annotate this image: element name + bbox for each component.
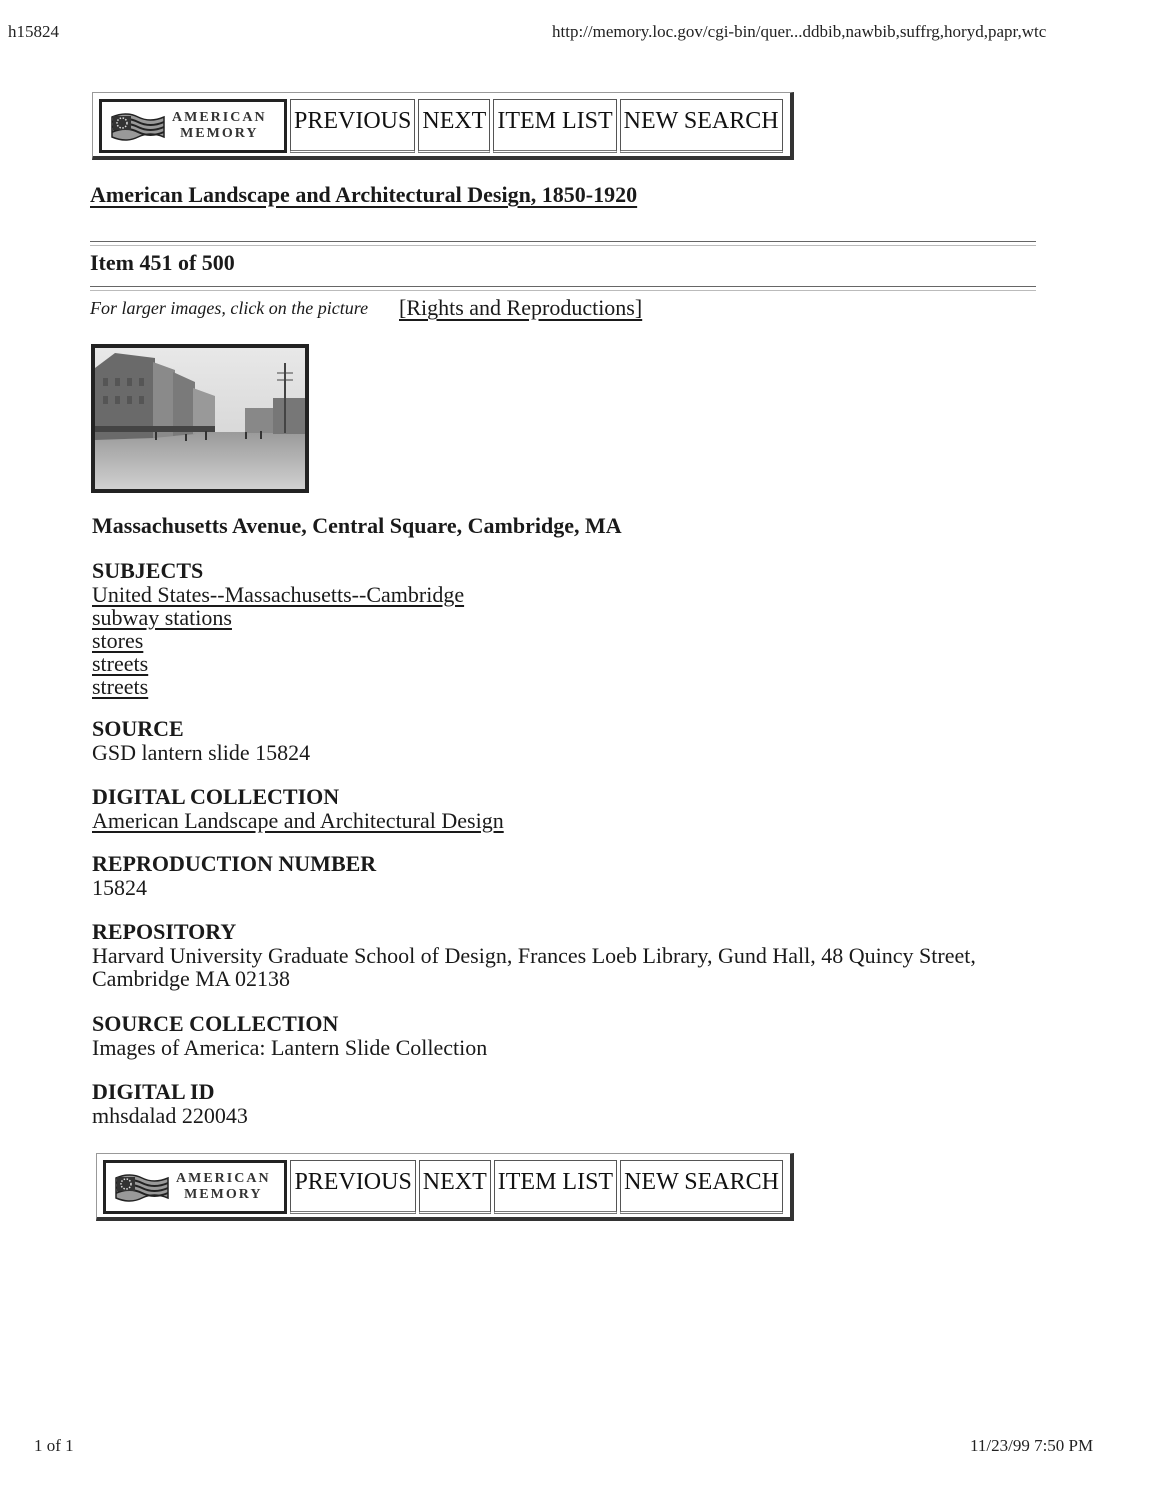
source-collection-value: Images of America: Lantern Slide Collection [92,1035,488,1060]
digital-collection-link[interactable]: American Landscape and Architectural Design [92,808,504,833]
top-nav-bar [92,92,794,160]
repository-label: REPOSITORY [92,919,237,944]
previous-button[interactable]: PREVIOUS [290,99,415,153]
repository-line2: Cambridge MA 02138 [92,966,290,991]
next-button[interactable]: NEXT [418,99,490,153]
subject-link[interactable]: United States--Massachusetts--Cambridge [92,582,465,607]
new-search-button[interactable]: NEW SEARCH [620,99,783,153]
previous-button[interactable]: PREVIOUS [290,1160,415,1214]
american-memory-logo[interactable] [103,1160,287,1214]
item-count: Item 451 of 500 [90,250,235,275]
photo-caption: Massachusetts Avenue, Central Square, Cambridge, MA [92,513,622,538]
page-url: http://memory.loc.gov/cgi-bin/quer...ddbib,nawbib,suffrg,horyd,papr,wtc [552,22,1047,41]
flag-icon [110,111,166,141]
page-count: 1 of 1 [34,1436,74,1455]
larger-images-hint: For larger images, click on the picture [90,298,369,318]
subject-link[interactable]: streets [92,674,149,699]
source-collection-label: SOURCE COLLECTION [92,1011,339,1036]
american-memory-logo[interactable] [99,99,287,153]
item-list-button[interactable]: ITEM LIST [494,1160,617,1214]
subject-link[interactable]: streets [92,651,149,676]
digital-id-value: mhsdalad 220043 [92,1103,248,1128]
flag-icon [114,1172,170,1202]
bottom-nav-bar [96,1153,794,1221]
digital-id-section [92,1080,248,1127]
print-timestamp: 11/23/99 7:50 PM [970,1436,1094,1455]
divider-bottom [90,286,1036,291]
source-collection-section [92,1012,487,1059]
new-search-button[interactable]: NEW SEARCH [620,1160,783,1214]
reproduction-number-section [92,852,376,899]
subject-link[interactable]: stores [92,628,144,653]
source-section [92,717,310,764]
logo-text-line1: AMERICAN [172,110,267,125]
source-value: GSD lantern slide 15824 [92,740,311,765]
digital-collection-label: DIGITAL COLLECTION [92,784,340,809]
page-id: h15824 [8,22,59,41]
logo-text-line2: MEMORY [180,126,259,141]
reproduction-number-label: REPRODUCTION NUMBER [92,851,377,876]
collection-title-link[interactable]: American Landscape and Architectural Design, 1850-1920 [90,182,638,207]
next-button[interactable]: NEXT [419,1160,491,1214]
rights-reproductions-link[interactable]: [Rights and Reproductions] [399,295,643,320]
logo-text-line2: MEMORY [184,1187,263,1202]
source-label: SOURCE [92,716,184,741]
subjects-label: SUBJECTS [92,558,204,583]
subjects-section [92,559,464,698]
divider-top [90,241,1036,246]
item-list-button[interactable]: ITEM LIST [493,99,616,153]
photo-thumbnail[interactable] [91,344,309,493]
repository-line1: Harvard University Graduate School of Design, Frances Loeb Library, Gund Hall, 48 Quincy Street, [92,943,976,968]
subject-link[interactable]: subway stations [92,605,232,630]
repository-section [92,920,976,990]
reproduction-number-value: 15824 [92,875,147,900]
logo-text-line1: AMERICAN [176,1171,271,1186]
digital-collection-section [92,785,504,832]
digital-id-label: DIGITAL ID [92,1079,215,1104]
